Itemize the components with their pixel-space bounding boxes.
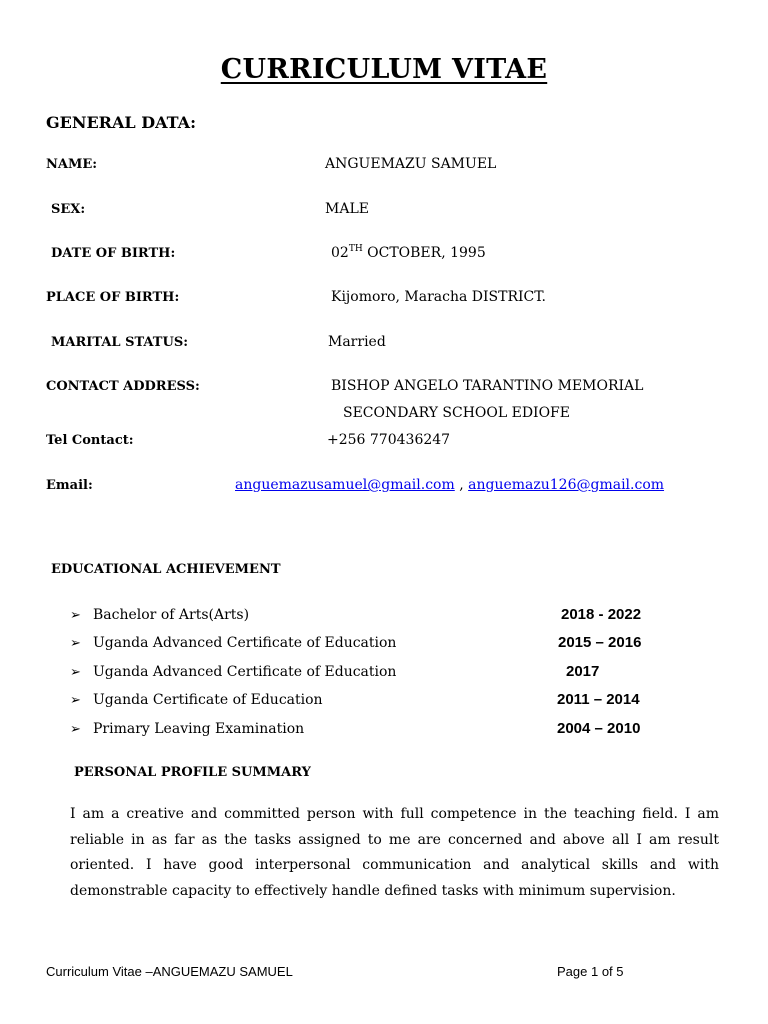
tel-value: +256 770436247 (327, 432, 451, 448)
address-label: CONTACT ADDRESS: (46, 379, 200, 394)
dob-value (331, 245, 486, 261)
arrow-bullet-icon: ➢ (70, 665, 81, 680)
email-link-2[interactable]: anguemazu126@gmail.com (468, 477, 665, 493)
education-qualification: Primary Leaving Examination (93, 721, 305, 737)
email-separator: , (454, 477, 469, 493)
profile-heading: PERSONAL PROFILE SUMMARY (74, 765, 311, 780)
education-qualification: Uganda Advanced Certificate of Education (93, 664, 397, 680)
document-title: CURRICULUM VITAE (220, 54, 548, 85)
tel-label: Tel Contact: (46, 433, 134, 448)
sex-label: SEX: (51, 202, 86, 217)
pob-value: Kijomoro, Maracha DISTRICT. (331, 289, 547, 305)
name-value: ANGUEMAZU SAMUEL (325, 156, 497, 172)
email-label: Email: (46, 478, 93, 493)
education-years: 2004 – 2010 (557, 720, 641, 737)
education-years: 2017 (566, 663, 600, 680)
footer-document-label: Curriculum Vitae –ANGUEMAZU SAMUEL (46, 964, 293, 979)
address-line-2: SECONDARY SCHOOL EDIOFE (343, 405, 570, 421)
education-qualification: Uganda Certificate of Education (93, 692, 323, 708)
email-link-1[interactable]: anguemazusamuel@gmail.com (235, 477, 455, 493)
education-heading: EDUCATIONAL ACHIEVEMENT (51, 562, 281, 577)
education-qualification: Bachelor of Arts(Arts) (93, 607, 250, 623)
dob-rest: OCTOBER, 1995 (362, 245, 486, 261)
profile-paragraph: I am a creative and committed person with full competence in the teaching field. I am reliable in as far as the tasks assigned to me are concerned and above all I am result oriented. I have good interpersonal communication and analytical skills and with demonstrable capacity to effectively handle defined tasks with minimum supervision. (70, 806, 719, 899)
arrow-bullet-icon: ➢ (70, 693, 81, 708)
education-years: 2011 – 2014 (557, 691, 640, 708)
email-values (235, 477, 664, 493)
marital-label: MARITAL STATUS: (51, 335, 189, 350)
footer-page-number: Page 1 of 5 (557, 964, 624, 979)
dob-suffix: TH (348, 244, 363, 254)
pob-label: PLACE OF BIRTH: (46, 290, 180, 305)
address-line-1: BISHOP ANGELO TARANTINO MEMORIAL (331, 378, 644, 394)
general-data-heading: GENERAL DATA: (46, 113, 196, 132)
dob-label: DATE OF BIRTH: (51, 246, 176, 261)
sex-value: MALE (325, 201, 369, 217)
name-label: NAME: (46, 157, 98, 172)
arrow-bullet-icon: ➢ (70, 608, 81, 623)
education-years: 2018 - 2022 (561, 606, 642, 623)
arrow-bullet-icon: ➢ (70, 722, 81, 737)
arrow-bullet-icon: ➢ (70, 636, 81, 651)
marital-value: Married (328, 334, 386, 350)
education-years: 2015 – 2016 (558, 634, 642, 651)
education-qualification: Uganda Advanced Certificate of Education (93, 635, 397, 651)
dob-day: 02 (331, 245, 349, 261)
